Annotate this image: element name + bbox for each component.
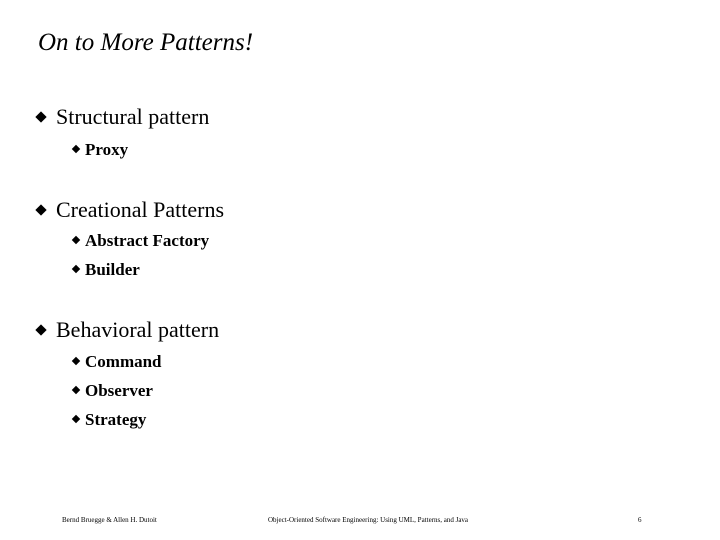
list-item-label: Command	[85, 352, 162, 371]
section-heading: Creational Patterns	[56, 197, 225, 222]
diamond-bullet-icon	[35, 204, 46, 215]
page-number: 6	[638, 516, 642, 524]
list-item-label: Proxy	[85, 140, 129, 159]
list-item-label: Abstract Factory	[85, 231, 210, 250]
list-item	[73, 410, 146, 430]
slide-title: On to More Patterns!	[38, 29, 254, 56]
list-item	[73, 140, 128, 160]
section-heading: Behavioral pattern	[56, 317, 220, 342]
diamond-bullet-icon	[72, 145, 80, 153]
diamond-bullet-icon	[72, 415, 80, 423]
section-structural	[37, 104, 209, 130]
list-item	[73, 231, 209, 251]
list-item-label: Observer	[85, 381, 153, 400]
diamond-bullet-icon	[72, 357, 80, 365]
section-behavioral	[37, 317, 219, 343]
list-item	[73, 381, 153, 401]
diamond-bullet-icon	[35, 111, 46, 122]
section-heading: Structural pattern	[56, 104, 210, 129]
diamond-bullet-icon	[35, 324, 46, 335]
list-item	[73, 352, 162, 372]
list-item-label: Strategy	[85, 410, 147, 429]
diamond-bullet-icon	[72, 236, 80, 244]
list-item-label: Builder	[85, 260, 140, 279]
section-creational	[37, 197, 224, 223]
footer-book-title: Object-Oriented Software Engineering: Using UML, Patterns, and Java	[268, 516, 469, 524]
footer-authors: Bernd Bruegge & Allen H. Dutoit	[62, 516, 157, 524]
diamond-bullet-icon	[72, 386, 80, 394]
diamond-bullet-icon	[72, 265, 80, 273]
list-item	[73, 260, 140, 280]
